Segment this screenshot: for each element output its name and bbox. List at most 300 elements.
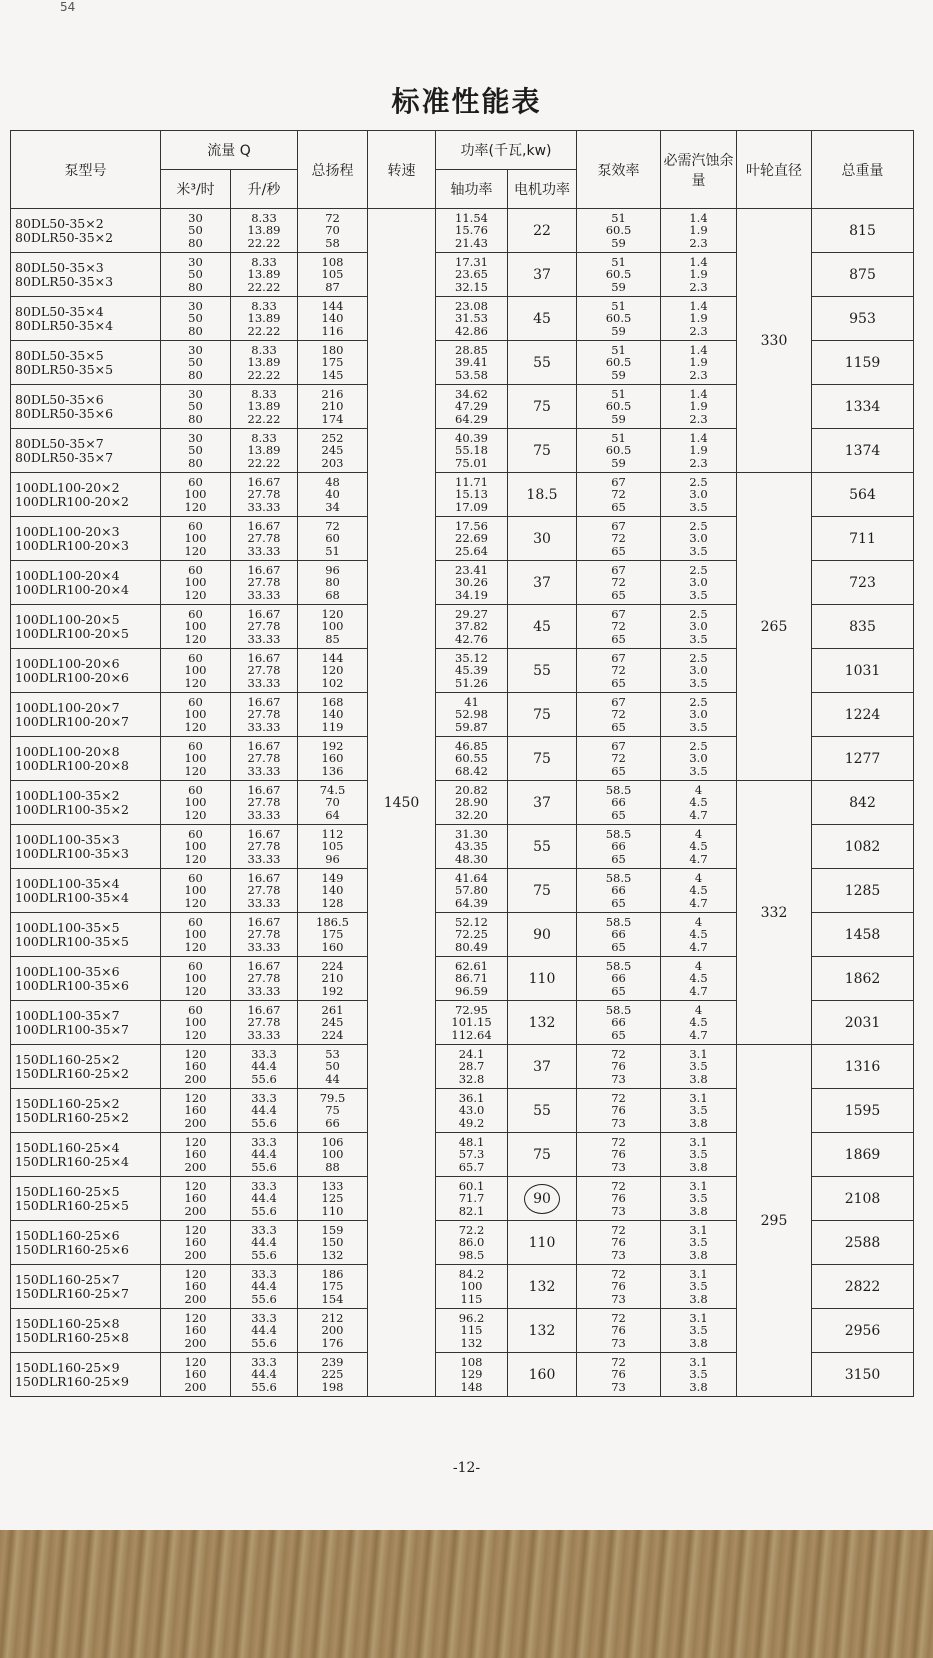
npsh-values: 2.5 3.0 3.5	[661, 561, 737, 605]
model-dl: 150DL160-25×9	[15, 1359, 120, 1375]
flow-m3h-values: 60 100 120	[161, 825, 231, 869]
npsh-values: 4 4.5 4.7	[661, 825, 737, 869]
flow-m3h-values: 30 50 80	[161, 297, 231, 341]
npsh-values: 2.5 3.0 3.5	[661, 737, 737, 781]
pump-model	[11, 957, 161, 1001]
shaft-power-values: 72.95 101.15 112.64	[436, 1001, 508, 1045]
motor-power: 45	[508, 297, 577, 341]
model-dlr: 80DLR50-35×7	[15, 449, 114, 465]
model-dl: 100DL100-35×2	[15, 787, 120, 803]
model-dlr: 150DLR160-25×7	[15, 1285, 130, 1301]
model-dl: 150DL160-25×7	[15, 1271, 120, 1287]
motor-power: 75	[508, 693, 577, 737]
total-weight: 2956	[812, 1309, 914, 1353]
motor-power: 75	[508, 429, 577, 473]
flow-ls-values: 8.33 13.89 22.22	[231, 253, 298, 297]
efficiency-values: 51 60.5 59	[577, 385, 661, 429]
total-weight: 3150	[812, 1353, 914, 1397]
total-weight: 723	[812, 561, 914, 605]
model-dlr: 80DLR50-35×2	[15, 229, 114, 245]
flow-m3h-values: 120 160 200	[161, 1133, 231, 1177]
model-dlr: 150DLR160-25×5	[15, 1197, 130, 1213]
npsh-values: 3.1 3.5 3.8	[661, 1221, 737, 1265]
total-weight: 711	[812, 517, 914, 561]
shaft-power-values: 41 52.98 59.87	[436, 693, 508, 737]
flow-ls-values: 16.67 27.78 33.33	[231, 869, 298, 913]
flow-ls-values: 16.67 27.78 33.33	[231, 693, 298, 737]
npsh-values: 3.1 3.5 3.8	[661, 1133, 737, 1177]
shaft-power-values: 108 129 148	[436, 1353, 508, 1397]
efficiency-values: 67 72 65	[577, 737, 661, 781]
flow-m3h-values: 60 100 120	[161, 693, 231, 737]
flow-m3h-values: 120 160 200	[161, 1177, 231, 1221]
flow-m3h-values: 60 100 120	[161, 561, 231, 605]
flow-ls-values: 16.67 27.78 33.33	[231, 957, 298, 1001]
flow-ls-values: 33.3 44.4 55.6	[231, 1089, 298, 1133]
header-npsh: 必需汽蚀余量	[661, 131, 737, 209]
page-title: 标准性能表	[391, 85, 542, 118]
total-weight: 1595	[812, 1089, 914, 1133]
total-weight: 1458	[812, 913, 914, 957]
model-dlr: 150DLR160-25×6	[15, 1241, 130, 1257]
pump-model	[11, 825, 161, 869]
shaft-power-values: 41.64 57.80 64.39	[436, 869, 508, 913]
flow-ls-values: 16.67 27.78 33.33	[231, 781, 298, 825]
model-dl: 150DL160-25×4	[15, 1139, 120, 1155]
npsh-values: 3.1 3.5 3.8	[661, 1177, 737, 1221]
head-values: 72 70 58	[298, 209, 368, 253]
page-number: -12-	[452, 1460, 481, 1476]
motor-power: 18.5	[508, 473, 577, 517]
shaft-power-values: 11.71 15.13 17.09	[436, 473, 508, 517]
npsh-values: 3.1 3.5 3.8	[661, 1265, 737, 1309]
total-weight: 835	[812, 605, 914, 649]
model-dl: 150DL160-25×8	[15, 1315, 120, 1331]
head-values: 212 200 176	[298, 1309, 368, 1353]
flow-ls-values: 33.3 44.4 55.6	[231, 1309, 298, 1353]
model-dlr: 100DLR100-35×4	[15, 889, 130, 905]
head-values: 144 140 116	[298, 297, 368, 341]
pump-model	[11, 1001, 161, 1045]
motor-power: 132	[508, 1309, 577, 1353]
table-row	[11, 781, 914, 825]
model-dl: 100DL100-20×3	[15, 523, 120, 539]
flow-m3h-values: 120 160 200	[161, 1221, 231, 1265]
flow-m3h-values: 60 100 120	[161, 649, 231, 693]
model-dlr: 100DLR100-20×5	[15, 625, 130, 641]
flow-m3h-values: 120 160 200	[161, 1353, 231, 1397]
flow-m3h-values: 30 50 80	[161, 253, 231, 297]
pump-model	[11, 1177, 161, 1221]
motor-power: 160	[508, 1353, 577, 1397]
table-header	[11, 131, 914, 209]
shaft-power-values: 35.12 45.39 51.26	[436, 649, 508, 693]
efficiency-values: 51 60.5 59	[577, 297, 661, 341]
total-weight: 1224	[812, 693, 914, 737]
flow-ls-values: 33.3 44.4 55.6	[231, 1045, 298, 1089]
table-row	[11, 1045, 914, 1089]
impeller-diameter: 330	[737, 209, 812, 473]
model-dl: 150DL160-25×2	[15, 1051, 120, 1067]
motor-power: 132	[508, 1001, 577, 1045]
model-dl: 80DL50-35×6	[15, 391, 104, 407]
flow-ls-values: 8.33 13.89 22.22	[231, 341, 298, 385]
total-weight: 2588	[812, 1221, 914, 1265]
shaft-power-values: 17.56 22.69 25.64	[436, 517, 508, 561]
flow-ls-values: 33.3 44.4 55.6	[231, 1353, 298, 1397]
motor-power: 55	[508, 825, 577, 869]
motor-power	[508, 1177, 577, 1221]
model-dl: 150DL160-25×6	[15, 1227, 120, 1243]
model-dlr: 80DLR50-35×6	[15, 405, 114, 421]
flow-ls-values: 16.67 27.78 33.33	[231, 1001, 298, 1045]
head-values: 108 105 87	[298, 253, 368, 297]
handwritten-circle-mark: 90	[524, 1184, 560, 1214]
flow-ls-values: 33.3 44.4 55.6	[231, 1177, 298, 1221]
model-dlr: 150DLR160-25×8	[15, 1329, 130, 1345]
total-weight: 1031	[812, 649, 914, 693]
flow-m3h-values: 30 50 80	[161, 341, 231, 385]
total-weight: 2031	[812, 1001, 914, 1045]
model-dlr: 100DLR100-35×2	[15, 801, 130, 817]
flow-m3h-values: 30 50 80	[161, 209, 231, 253]
efficiency-values: 51 60.5 59	[577, 209, 661, 253]
shaft-power-values: 34.62 47.29 64.29	[436, 385, 508, 429]
efficiency-values: 51 60.5 59	[577, 253, 661, 297]
efficiency-values: 58.5 66 65	[577, 913, 661, 957]
total-weight: 953	[812, 297, 914, 341]
motor-power: 37	[508, 561, 577, 605]
efficiency-values: 67 72 65	[577, 561, 661, 605]
shaft-power-values: 23.41 30.26 34.19	[436, 561, 508, 605]
shaft-power-values: 29.27 37.82 42.76	[436, 605, 508, 649]
pump-model	[11, 473, 161, 517]
motor-power: 75	[508, 869, 577, 913]
header-head: 总扬程	[298, 131, 368, 209]
header-flow-ls: 升/秒	[231, 170, 298, 209]
head-values: 133 125 110	[298, 1177, 368, 1221]
head-values: 192 160 136	[298, 737, 368, 781]
header-impeller: 叶轮直径	[737, 131, 812, 209]
model-dlr: 100DLR100-20×8	[15, 757, 130, 773]
efficiency-values: 67 72 65	[577, 473, 661, 517]
pump-model	[11, 517, 161, 561]
efficiency-values: 58.5 66 65	[577, 1001, 661, 1045]
model-dlr: 100DLR100-20×7	[15, 713, 130, 729]
motor-power: 110	[508, 957, 577, 1001]
shaft-power-values: 48.1 57.3 65.7	[436, 1133, 508, 1177]
efficiency-values: 67 72 65	[577, 649, 661, 693]
shaft-power-values: 11.54 15.76 21.43	[436, 209, 508, 253]
efficiency-values: 67 72 65	[577, 517, 661, 561]
shaft-power-values: 40.39 55.18 75.01	[436, 429, 508, 473]
motor-power: 30	[508, 517, 577, 561]
pump-model	[11, 429, 161, 473]
model-dl: 150DL160-25×2	[15, 1095, 120, 1111]
npsh-values: 3.1 3.5 3.8	[661, 1089, 737, 1133]
pump-model	[11, 649, 161, 693]
npsh-values: 4 4.5 4.7	[661, 913, 737, 957]
motor-power: 90	[508, 913, 577, 957]
motor-power: 37	[508, 253, 577, 297]
flow-m3h-values: 60 100 120	[161, 473, 231, 517]
npsh-values: 2.5 3.0 3.5	[661, 517, 737, 561]
total-weight: 1316	[812, 1045, 914, 1089]
efficiency-values: 67 72 65	[577, 693, 661, 737]
model-dlr: 150DLR160-25×9	[15, 1373, 130, 1389]
flow-ls-values: 16.67 27.78 33.33	[231, 737, 298, 781]
shaft-power-values: 84.2 100 115	[436, 1265, 508, 1309]
npsh-values: 2.5 3.0 3.5	[661, 605, 737, 649]
model-dlr: 100DLR100-20×6	[15, 669, 130, 685]
efficiency-values: 72 76 73	[577, 1133, 661, 1177]
npsh-values: 1.4 1.9 2.3	[661, 429, 737, 473]
model-dlr: 100DLR100-20×4	[15, 581, 130, 597]
npsh-values: 4 4.5 4.7	[661, 781, 737, 825]
motor-power: 55	[508, 649, 577, 693]
npsh-values: 2.5 3.0 3.5	[661, 693, 737, 737]
motor-power: 55	[508, 1089, 577, 1133]
total-weight: 875	[812, 253, 914, 297]
npsh-values: 2.5 3.0 3.5	[661, 473, 737, 517]
model-dl: 100DL100-20×7	[15, 699, 120, 715]
pump-model	[11, 1045, 161, 1089]
total-weight: 1862	[812, 957, 914, 1001]
pump-model	[11, 1353, 161, 1397]
efficiency-values: 58.5 66 65	[577, 825, 661, 869]
header-flow: 流量 Q	[161, 131, 298, 170]
head-values: 216 210 174	[298, 385, 368, 429]
flow-ls-values: 33.3 44.4 55.6	[231, 1221, 298, 1265]
head-values: 252 245 203	[298, 429, 368, 473]
model-dlr: 150DLR160-25×2	[15, 1109, 130, 1125]
efficiency-values: 72 76 73	[577, 1265, 661, 1309]
table-body	[11, 209, 914, 1397]
npsh-values: 1.4 1.9 2.3	[661, 385, 737, 429]
model-dl: 100DL100-35×4	[15, 875, 120, 891]
pump-model	[11, 561, 161, 605]
efficiency-values: 72 76 73	[577, 1353, 661, 1397]
pump-model	[11, 605, 161, 649]
model-dlr: 80DLR50-35×3	[15, 273, 114, 289]
model-dlr: 100DLR100-20×2	[15, 493, 130, 509]
head-values: 53 50 44	[298, 1045, 368, 1089]
model-dl: 100DL100-20×5	[15, 611, 120, 627]
total-weight: 2108	[812, 1177, 914, 1221]
npsh-values: 3.1 3.5 3.8	[661, 1309, 737, 1353]
flow-m3h-values: 120 160 200	[161, 1309, 231, 1353]
efficiency-values: 72 76 73	[577, 1045, 661, 1089]
model-dlr: 150DLR160-25×4	[15, 1153, 130, 1169]
head-values: 144 120 102	[298, 649, 368, 693]
head-values: 48 40 34	[298, 473, 368, 517]
model-dl: 80DL50-35×4	[15, 303, 104, 319]
efficiency-values: 72 76 73	[577, 1089, 661, 1133]
shaft-power-values: 17.31 23.65 32.15	[436, 253, 508, 297]
pump-model	[11, 209, 161, 253]
head-values: 186.5 175 160	[298, 913, 368, 957]
total-weight: 1277	[812, 737, 914, 781]
efficiency-values: 72 76 73	[577, 1309, 661, 1353]
pump-model	[11, 1265, 161, 1309]
head-values: 74.5 70 64	[298, 781, 368, 825]
pump-model	[11, 781, 161, 825]
model-dl: 100DL100-20×2	[15, 479, 120, 495]
total-weight: 1285	[812, 869, 914, 913]
pump-model	[11, 1133, 161, 1177]
flow-m3h-values: 60 100 120	[161, 737, 231, 781]
total-weight: 564	[812, 473, 914, 517]
pump-model	[11, 385, 161, 429]
total-weight: 1374	[812, 429, 914, 473]
header-efficiency: 泵效率	[577, 131, 661, 209]
impeller-diameter: 265	[737, 473, 812, 781]
motor-power: 75	[508, 385, 577, 429]
flow-ls-values: 16.67 27.78 33.33	[231, 517, 298, 561]
flow-ls-values: 8.33 13.89 22.22	[231, 429, 298, 473]
head-values: 186 175 154	[298, 1265, 368, 1309]
pump-model	[11, 1309, 161, 1353]
npsh-values: 3.1 3.5 3.8	[661, 1353, 737, 1397]
motor-power: 37	[508, 781, 577, 825]
flow-m3h-values: 30 50 80	[161, 385, 231, 429]
shaft-power-values: 20.82 28.90 32.20	[436, 781, 508, 825]
npsh-values: 1.4 1.9 2.3	[661, 253, 737, 297]
pump-model	[11, 869, 161, 913]
model-dlr: 100DLR100-20×3	[15, 537, 130, 553]
shaft-power-values: 28.85 39.41 53.58	[436, 341, 508, 385]
shaft-power-values: 72.2 86.0 98.5	[436, 1221, 508, 1265]
pump-model	[11, 1089, 161, 1133]
pump-model	[11, 1221, 161, 1265]
head-values: 112 105 96	[298, 825, 368, 869]
pump-model	[11, 253, 161, 297]
efficiency-values: 51 60.5 59	[577, 429, 661, 473]
npsh-values: 3.1 3.5 3.8	[661, 1045, 737, 1089]
head-values: 106 100 88	[298, 1133, 368, 1177]
npsh-values: 4 4.5 4.7	[661, 1001, 737, 1045]
pump-model	[11, 693, 161, 737]
header-speed: 转速	[368, 131, 436, 209]
header-weight: 总重量	[812, 131, 914, 209]
efficiency-values: 58.5 66 65	[577, 869, 661, 913]
flow-ls-values: 33.3 44.4 55.6	[231, 1133, 298, 1177]
model-dl: 80DL50-35×3	[15, 259, 104, 275]
impeller-diameter: 332	[737, 781, 812, 1045]
model-dlr: 100DLR100-35×3	[15, 845, 130, 861]
speed-value: 1450	[368, 209, 436, 1397]
model-dlr: 100DLR100-35×5	[15, 933, 130, 949]
flow-ls-values: 8.33 13.89 22.22	[231, 297, 298, 341]
flow-m3h-values: 60 100 120	[161, 1001, 231, 1045]
shaft-power-values: 23.08 31.53 42.86	[436, 297, 508, 341]
header-model: 泵型号	[11, 131, 161, 209]
shaft-power-values: 96.2 115 132	[436, 1309, 508, 1353]
total-weight: 2822	[812, 1265, 914, 1309]
model-dl: 100DL100-20×4	[15, 567, 120, 583]
header-shaft-power: 轴功率	[436, 170, 508, 209]
model-dl: 80DL50-35×2	[15, 215, 104, 231]
head-values: 159 150 132	[298, 1221, 368, 1265]
total-weight: 1334	[812, 385, 914, 429]
model-dlr: 100DLR100-35×7	[15, 1021, 130, 1037]
flow-ls-values: 16.67 27.78 33.33	[231, 649, 298, 693]
total-weight: 842	[812, 781, 914, 825]
model-dl: 100DL100-20×6	[15, 655, 120, 671]
flow-m3h-values: 30 50 80	[161, 429, 231, 473]
model-dl: 80DL50-35×5	[15, 347, 104, 363]
flow-ls-values: 16.67 27.78 33.33	[231, 605, 298, 649]
header-motor-power: 电机功率	[508, 170, 577, 209]
shaft-power-values: 36.1 43.0 49.2	[436, 1089, 508, 1133]
model-dl: 100DL100-35×6	[15, 963, 120, 979]
model-dlr: 80DLR50-35×5	[15, 361, 114, 377]
pump-model	[11, 297, 161, 341]
head-values: 79.5 75 66	[298, 1089, 368, 1133]
impeller-diameter: 295	[737, 1045, 812, 1397]
flow-ls-values: 33.3 44.4 55.6	[231, 1265, 298, 1309]
efficiency-values: 72 76 73	[577, 1221, 661, 1265]
pump-model	[11, 737, 161, 781]
corner-page-mark: 54	[60, 0, 76, 14]
efficiency-values: 67 72 65	[577, 605, 661, 649]
flow-m3h-values: 60 100 120	[161, 957, 231, 1001]
motor-power: 75	[508, 1133, 577, 1177]
npsh-values: 1.4 1.9 2.3	[661, 297, 737, 341]
total-weight: 1082	[812, 825, 914, 869]
performance-table	[10, 130, 914, 1397]
head-values: 149 140 128	[298, 869, 368, 913]
model-dl: 100DL100-35×3	[15, 831, 120, 847]
head-values: 96 80 68	[298, 561, 368, 605]
flow-ls-values: 8.33 13.89 22.22	[231, 209, 298, 253]
shaft-power-values: 52.12 72.25 80.49	[436, 913, 508, 957]
flow-ls-values: 8.33 13.89 22.22	[231, 385, 298, 429]
motor-power: 45	[508, 605, 577, 649]
table-row	[11, 473, 914, 517]
wooden-desk-background	[0, 1530, 933, 1658]
flow-ls-values: 16.67 27.78 33.33	[231, 473, 298, 517]
flow-m3h-values: 60 100 120	[161, 781, 231, 825]
npsh-values: 4 4.5 4.7	[661, 957, 737, 1001]
head-values: 72 60 51	[298, 517, 368, 561]
model-dl: 150DL160-25×5	[15, 1183, 120, 1199]
npsh-values: 1.4 1.9 2.3	[661, 341, 737, 385]
shaft-power-values: 31.30 43.35 48.30	[436, 825, 508, 869]
model-dlr: 100DLR100-35×6	[15, 977, 130, 993]
efficiency-values: 58.5 66 65	[577, 781, 661, 825]
motor-power: 37	[508, 1045, 577, 1089]
header-flow-m3h: 米³/时	[161, 170, 231, 209]
shaft-power-values: 62.61 86.71 96.59	[436, 957, 508, 1001]
head-values: 261 245 224	[298, 1001, 368, 1045]
motor-power: 75	[508, 737, 577, 781]
npsh-values: 2.5 3.0 3.5	[661, 649, 737, 693]
flow-m3h-values: 120 160 200	[161, 1045, 231, 1089]
motor-power: 55	[508, 341, 577, 385]
model-dl: 100DL100-35×7	[15, 1007, 120, 1023]
efficiency-values: 51 60.5 59	[577, 341, 661, 385]
flow-ls-values: 16.67 27.78 33.33	[231, 561, 298, 605]
efficiency-values: 58.5 66 65	[577, 957, 661, 1001]
motor-power: 132	[508, 1265, 577, 1309]
flow-m3h-values: 120 160 200	[161, 1089, 231, 1133]
total-weight: 1869	[812, 1133, 914, 1177]
motor-power: 110	[508, 1221, 577, 1265]
model-dl: 100DL100-20×8	[15, 743, 120, 759]
npsh-values: 4 4.5 4.7	[661, 869, 737, 913]
flow-m3h-values: 60 100 120	[161, 517, 231, 561]
